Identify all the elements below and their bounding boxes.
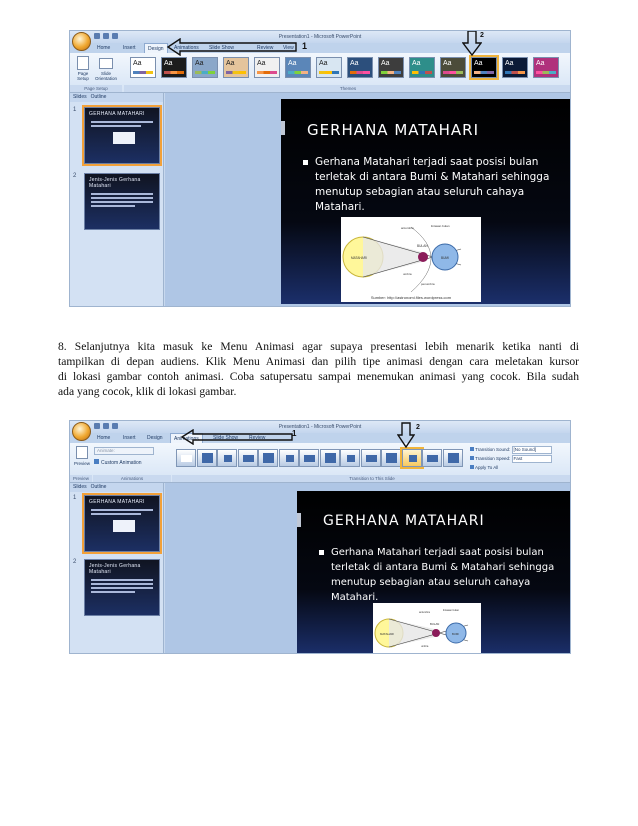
save-icon[interactable] (94, 423, 100, 429)
theme-thumbnail[interactable] (316, 57, 342, 78)
slide-title: GERHANA MATAHARI (307, 121, 479, 139)
tab-animations[interactable]: Animations (170, 433, 203, 443)
svg-text:umbra: umbra (403, 272, 412, 276)
transition-speed-row: Transition Speed: Fast (470, 454, 552, 463)
theme-color-stripe (381, 71, 401, 74)
office-button[interactable] (72, 32, 91, 51)
paragraph-line: ada yang cocok, klik di lokasi gambar. (58, 385, 237, 398)
ribbon-animations (70, 443, 570, 483)
transition-thumbnail[interactable] (402, 449, 422, 467)
theme-color-stripe (195, 71, 215, 74)
speed-icon (470, 456, 474, 460)
theme-color-stripe (319, 71, 339, 74)
thumbnail-text-line (91, 513, 141, 515)
theme-label: Aa (133, 60, 142, 67)
transition-speed-select[interactable]: Fast (512, 455, 552, 463)
slide-orientation-button[interactable]: Slide Orientation (95, 56, 117, 84)
svg-text:antumbra: antumbra (419, 611, 430, 614)
quick-access-toolbar (94, 33, 118, 39)
paragraph-line: di lokasi gambar contoh animasi. Coba satupersatu sampai menemukan animasi yang cocok. Bila sudah (58, 370, 579, 383)
paragraph-line: tampilkan di depan audiens. Klik Menu Animasi dan pilih tipe animasi dengan cara meletakan kursor (58, 355, 579, 368)
theme-thumbnail[interactable] (254, 57, 280, 78)
preview-icon (76, 446, 88, 459)
theme-label: Aa (164, 60, 173, 67)
theme-thumbnail[interactable] (192, 57, 218, 78)
window-title: Presentation1 - Microsoft PowerPoint (70, 421, 570, 433)
tab-insert[interactable]: Insert (123, 435, 136, 441)
thumbnail-text-line (91, 509, 153, 511)
window-title: Presentation1 - Microsoft PowerPoint (70, 31, 570, 43)
tab-animations[interactable]: Animations (174, 45, 199, 51)
thumbnail-text-line (91, 201, 153, 203)
theme-label: Aa (412, 60, 421, 67)
theme-color-stripe (505, 71, 525, 74)
transition-thumbnail[interactable] (299, 449, 319, 467)
theme-thumbnail[interactable] (378, 57, 404, 78)
transition-thumbnail[interactable] (443, 449, 463, 467)
thumbnail-text-line (91, 193, 153, 195)
tab-review[interactable]: Review (257, 45, 274, 51)
pane-tabs (70, 93, 163, 102)
annotation-arrow-left-icon (180, 429, 297, 445)
tab-home[interactable]: Home (97, 435, 111, 441)
transition-sound-row: Transition Sound: [No Sound] (470, 445, 552, 454)
theme-thumbnail[interactable] (471, 57, 497, 78)
thumbnail-number: 2 (73, 173, 77, 179)
apply-to-all-icon (470, 465, 474, 469)
annotation-arrow-left-icon (166, 38, 298, 56)
theme-label: Aa (381, 60, 390, 67)
svg-text:BULAN: BULAN (430, 622, 440, 626)
svg-text:lintasan bulan: lintasan bulan (443, 609, 460, 612)
undo-icon[interactable] (103, 33, 109, 39)
group-transition-label: Transition to This Slide (172, 475, 571, 482)
transition-thumbnail[interactable] (381, 449, 401, 467)
slide-thumbnail-2[interactable] (84, 559, 160, 616)
sound-icon (470, 447, 474, 451)
theme-color-stripe (536, 71, 556, 74)
svg-text:antumbra: antumbra (401, 226, 414, 230)
diagram-credit: Sumber: http://astronomi.files.wordpress.com (370, 295, 452, 300)
slide-thumbnail-1[interactable] (84, 107, 160, 164)
slide-bullet-text: Gerhana Matahari terjadi saat posisi bulan terletak di antara Bumi & Matahari sehingga menutup sebagian atau seluruh cahaya Matahari. (319, 545, 562, 605)
slide-thumbnail-1[interactable] (84, 495, 160, 552)
group-animations-label: Animations (93, 475, 171, 482)
pane-tab-outline[interactable]: Outline (90, 94, 107, 100)
theme-thumbnail[interactable] (502, 57, 528, 78)
theme-label: Aa (226, 60, 235, 67)
theme-color-stripe (412, 71, 432, 74)
theme-thumbnail[interactable] (161, 57, 187, 78)
eclipse-diagram-svg (341, 217, 481, 302)
screenshot-animations-tab (69, 420, 571, 654)
transition-thumbnail[interactable] (197, 449, 217, 467)
ribbon-design (70, 53, 570, 93)
eclipse-diagram-svg (373, 603, 481, 654)
transition-options (470, 445, 552, 472)
undo-icon[interactable] (103, 423, 109, 429)
transition-effect-icon (448, 453, 459, 463)
theme-color-stripe (133, 71, 153, 74)
redo-icon[interactable] (112, 33, 118, 39)
transition-effect-icon (181, 455, 192, 462)
transition-effect-icon (366, 455, 377, 462)
thumbnail-text-line (91, 579, 153, 581)
slide-title: GERHANA MATAHARI (323, 513, 485, 529)
annotation-number-2: 2 (416, 424, 420, 431)
theme-label: Aa (505, 60, 514, 67)
transition-effect-icon (202, 453, 213, 463)
custom-animation-icon (94, 459, 99, 464)
slide-accent-bar (297, 513, 301, 527)
transition-thumbnail[interactable] (340, 449, 360, 467)
svg-text:penumbra: penumbra (421, 282, 435, 286)
transition-thumbnail[interactable] (361, 449, 381, 467)
theme-thumbnail[interactable] (347, 57, 373, 78)
slide-canvas[interactable] (281, 99, 571, 304)
ribbon-tabs (70, 43, 570, 53)
page-setup-button[interactable]: Page Setup (74, 56, 92, 84)
pane-tab-outline[interactable]: Outline (90, 484, 107, 490)
thumbnail-text-line (91, 121, 153, 123)
theme-label: Aa (536, 60, 545, 67)
transition-thumbnail[interactable] (176, 449, 196, 467)
theme-label: Aa (350, 60, 359, 67)
tab-design[interactable]: Design (147, 435, 163, 441)
annotation-number-1: 1 (292, 429, 297, 438)
transition-effect-icon (347, 455, 355, 462)
thumbnail-text-line (91, 587, 153, 589)
slides-pane (70, 93, 164, 307)
pane-tabs (70, 483, 163, 492)
transition-thumbnail[interactable] (238, 449, 258, 467)
thumbnail-title: Jenis-Jenis Gerhana Matahari (89, 177, 141, 189)
screenshot-design-tab (69, 30, 571, 307)
pane-tab-slides[interactable]: Slides (73, 484, 87, 490)
theme-color-stripe (226, 71, 246, 74)
theme-thumbnail[interactable] (130, 57, 156, 78)
slide-editing-area (165, 93, 571, 307)
thumbnail-text-line (91, 205, 135, 207)
theme-thumbnail[interactable] (533, 57, 559, 78)
transition-effect-icon (224, 455, 232, 462)
theme-label: Aa (319, 60, 328, 67)
preview-button[interactable]: Preview (73, 446, 91, 474)
transition-effect-icon (409, 455, 417, 462)
transition-thumbnail[interactable] (320, 449, 340, 467)
pane-tab-slides[interactable]: Slides (73, 94, 87, 100)
eclipse-diagram (373, 603, 481, 654)
thumbnail-text-line (91, 125, 141, 127)
save-icon[interactable] (94, 33, 100, 39)
theme-color-stripe (350, 71, 370, 74)
theme-label: Aa (443, 60, 452, 67)
transition-effect-icon (325, 453, 336, 463)
annotation-number-1: 1 (302, 41, 308, 51)
svg-text:BUMI: BUMI (452, 632, 459, 636)
theme-thumbnail[interactable] (285, 57, 311, 78)
page-setup-icon (77, 56, 89, 70)
thumbnail-text-line (91, 591, 135, 593)
slide-orientation-icon (99, 58, 113, 69)
instruction-paragraph (58, 339, 579, 399)
tab-home[interactable]: Home (97, 45, 111, 51)
theme-color-stripe (474, 71, 494, 74)
group-page-setup-label: Page Setup (70, 85, 122, 92)
svg-text:lintasan bulan: lintasan bulan (431, 224, 450, 228)
tab-insert[interactable]: Insert (123, 45, 136, 51)
svg-text:BULAN: BULAN (417, 244, 428, 248)
thumbnail-image (113, 132, 135, 144)
ribbon-tabs (70, 433, 570, 443)
theme-color-stripe (257, 71, 277, 74)
theme-thumbnail[interactable] (440, 57, 466, 78)
transition-effect-icon (427, 455, 438, 462)
theme-label: Aa (257, 60, 266, 67)
transition-thumbnail[interactable] (217, 449, 237, 467)
custom-animation-button[interactable]: Custom Animation (94, 459, 142, 466)
office-button[interactable] (72, 422, 91, 441)
slide-editing-area (165, 483, 571, 654)
thumbnail-number: 2 (73, 559, 77, 565)
transition-sound-select[interactable]: [No Sound] (512, 446, 552, 454)
animate-dropdown[interactable]: Animate: (94, 447, 154, 455)
theme-label: Aa (288, 60, 297, 67)
quick-access-toolbar (94, 423, 118, 429)
thumbnail-number: 1 (73, 107, 77, 113)
apply-to-all-button[interactable]: Apply To All (470, 463, 552, 472)
transition-effect-icon (304, 455, 315, 462)
svg-text:MATAHARI: MATAHARI (351, 256, 367, 260)
tab-review[interactable]: Review (249, 435, 266, 441)
transition-thumbnail[interactable] (279, 449, 299, 467)
thumbnail-text-line (91, 197, 153, 199)
theme-color-stripe (164, 71, 184, 74)
transition-thumbnail[interactable] (258, 449, 278, 467)
slides-pane (70, 483, 164, 654)
theme-thumbnail[interactable] (409, 57, 435, 78)
theme-thumbnail[interactable] (223, 57, 249, 78)
redo-icon[interactable] (112, 423, 118, 429)
paragraph-line: 8. Selanjutnya kita masuk ke Menu Animasi agar supaya presentasi lebih menarik ketika nanti di (58, 340, 579, 353)
thumbnail-text-line (91, 583, 153, 585)
transition-thumbnail[interactable] (422, 449, 442, 467)
svg-text:BUMI: BUMI (441, 256, 449, 260)
group-themes-label: Themes (124, 85, 571, 92)
transition-effect-icon (243, 455, 254, 462)
slide-thumbnail-2[interactable] (84, 173, 160, 230)
eclipse-diagram (341, 217, 481, 302)
theme-label: Aa (474, 60, 483, 67)
annotation-arrow-down-icon (397, 422, 415, 448)
theme-label: Aa (195, 60, 204, 67)
theme-color-stripe (288, 71, 308, 74)
theme-color-stripe (443, 71, 463, 74)
transition-effect-icon (263, 453, 274, 463)
tab-slide-show[interactable]: Slide Show (213, 435, 239, 441)
thumbnail-number: 1 (73, 495, 77, 501)
tab-view[interactable]: View (283, 45, 294, 51)
thumbnail-title: Jenis-Jenis Gerhana Matahari (89, 563, 141, 575)
slide-accent-bar (281, 121, 285, 135)
thumbnail-title: GERHANA MATAHARI (89, 111, 145, 117)
annotation-arrow-down-icon (462, 30, 482, 56)
tab-design[interactable]: Design (144, 43, 168, 53)
transition-effect-icon (386, 453, 397, 463)
svg-text:MATAHARI: MATAHARI (380, 632, 395, 636)
thumbnail-image (113, 520, 135, 532)
transition-effect-icon (286, 455, 294, 462)
svg-text:umbra: umbra (421, 645, 429, 648)
slide-canvas[interactable] (297, 491, 571, 654)
tab-slide-show[interactable]: Slide Show (209, 45, 235, 51)
group-preview-label: Preview (70, 475, 92, 482)
annotation-number-2: 2 (480, 32, 484, 39)
slide-bullet-text: Gerhana Matahari terjadi saat posisi bulan terletak di antara Bumi & Matahari sehingga menutup sebagian atau seluruh cahaya Matahari. (303, 155, 561, 215)
thumbnail-title: GERHANA MATAHARI (89, 499, 145, 505)
